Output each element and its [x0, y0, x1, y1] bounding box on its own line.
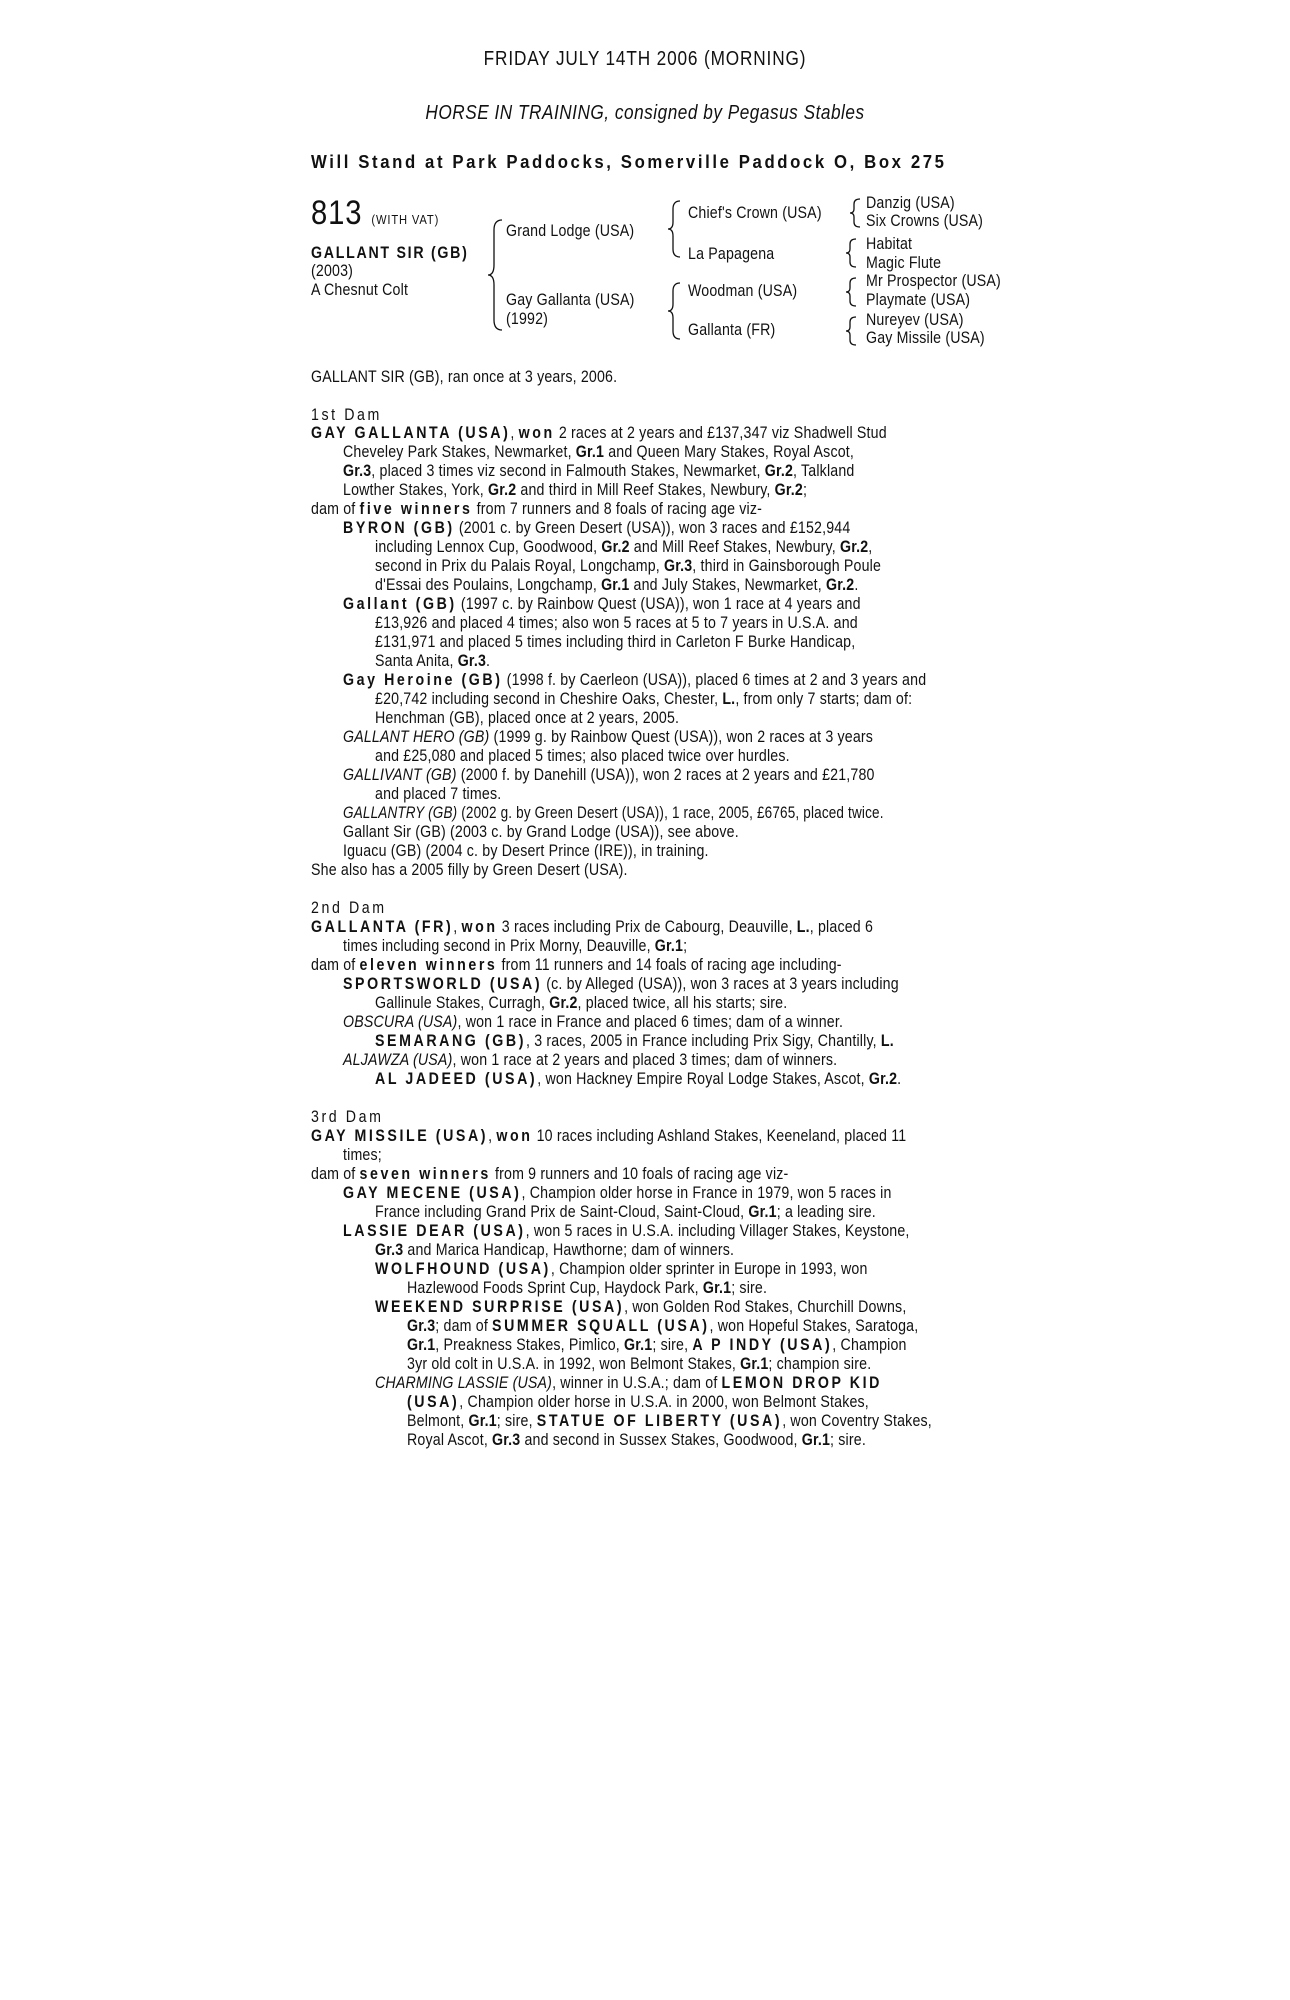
produce-gay-heroine-detail: Henchman (GB), placed once at 2 years, 2005. [375, 709, 680, 727]
stand-location: Will Stand at Park Paddocks, Somerville Paddock O, Box 275 [311, 152, 947, 172]
consignment-line: HORSE IN TRAINING, consigned by Pegasus Stables [425, 102, 865, 124]
pedigree-dam: Gay Gallanta (USA) [506, 291, 635, 309]
produce-gay-heroine [343, 671, 926, 690]
pedigree-dam-sire: Woodman (USA) [688, 282, 798, 300]
third-dam-line [311, 1127, 906, 1146]
produce-semarang [375, 1032, 894, 1051]
text-segment: L. [880, 1032, 894, 1050]
text-segment: eleven winners [359, 956, 498, 974]
lot-number [311, 195, 439, 238]
text-segment: (2001 c. by Green Desert (USA)), won 3 races and £152,944 [454, 519, 851, 537]
text-segment: from 7 runners and 8 foals of racing age viz- [472, 500, 763, 518]
produce-sportsworld-detail [375, 994, 787, 1013]
text-segment: and Queen Mary Stakes, Royal Ascot, [604, 443, 855, 461]
text-segment: Gr.1 [748, 1203, 777, 1221]
text-segment: Gr.3 [375, 1241, 404, 1259]
text-segment: dam of [311, 500, 360, 518]
text-segment: CHARMING LASSIE (USA) [375, 1374, 553, 1392]
produce-weekend-surprise-detail [407, 1317, 918, 1336]
text-segment: SEMARANG (GB) [375, 1032, 526, 1050]
pedigree-dds: Nureyev (USA) [866, 311, 964, 329]
produce-byron-detail [375, 576, 858, 595]
text-segment: 3yr old colt in U.S.A. in 1992, won Belmont Stakes, [407, 1355, 741, 1373]
text-segment: . [854, 576, 859, 594]
text-segment: , Champion [832, 1336, 907, 1354]
text-segment: Gr.1 [801, 1431, 831, 1449]
text-segment: ; sire. [830, 1431, 866, 1449]
third-dam-heading: 3rd Dam [311, 1108, 384, 1126]
text-segment: BYRON (GB) [343, 519, 455, 537]
produce-wolfhound-detail [407, 1279, 767, 1298]
pedigree-ssd: Six Crowns (USA) [866, 212, 984, 230]
produce-sportsworld [343, 975, 899, 994]
text-segment: Gr.2 [826, 576, 855, 594]
first-dam-line [311, 424, 887, 443]
produce-gay-mecene [343, 1184, 892, 1203]
text-segment: from 9 runners and 10 foals of racing age viz- [490, 1165, 789, 1183]
pedigree-dsd: Playmate (USA) [866, 291, 971, 309]
text-segment: times including second in Prix Morny, Deauville, [343, 937, 655, 955]
text-segment: and Marica Handicap, Hawthorne; dam of winners. [403, 1241, 735, 1259]
text-segment: , Champion older sprinter in Europe in 1993, won [550, 1260, 868, 1278]
text-segment: including Lennox Cup, Goodwood, [375, 538, 602, 556]
text-segment: d'Essai des Poulains, Longchamp, [375, 576, 602, 594]
text-segment: France including Grand Prix de Saint-Cloud, Saint-Cloud, [375, 1203, 749, 1221]
vat-note: (WITH VAT) [371, 212, 440, 227]
text-segment: , placed twice, all his starts; sire. [577, 994, 788, 1012]
first-dam-heading: 1st Dam [311, 406, 382, 424]
text-segment: ; sire, [496, 1412, 537, 1430]
produce-byron-detail [375, 538, 872, 557]
text-segment: Gr.2 [839, 538, 869, 556]
produce-gallant-sir: Gallant Sir (GB) (2003 c. by Grand Lodge (USA)), see above. [343, 823, 739, 841]
text-segment: ; dam of [435, 1317, 493, 1335]
text-segment: , [488, 1127, 497, 1145]
text-segment: STATUE OF LIBERTY (USA) [536, 1412, 783, 1430]
text-segment: , won 1 race at 2 years and placed 3 times; dam of winners. [452, 1051, 838, 1069]
text-segment: Gr.1 [624, 1336, 653, 1354]
text-segment: GALLANT HERO (GB) [343, 728, 490, 746]
pedigree-dam-year: (1992) [506, 310, 549, 328]
pedigree-main-brace [488, 218, 508, 333]
text-segment: and July Stakes, Newmarket, [629, 576, 827, 594]
text-segment: , placed 6 [809, 918, 874, 936]
text-segment: Santa Anita, [375, 652, 458, 670]
pedigree-sds: Habitat [866, 235, 913, 253]
text-segment: won [496, 1127, 533, 1145]
text-segment: (2002 g. by Green Desert (USA)), 1 race, 2005, £6765, placed twice. [457, 804, 884, 822]
text-segment: Gr.1 [468, 1412, 497, 1430]
text-segment: and second in Sussex Stakes, Goodwood, [520, 1431, 802, 1449]
text-segment: dam of [311, 956, 360, 974]
text-segment: ; champion sire. [768, 1355, 872, 1373]
first-dam-note: She also has a 2005 filly by Green Desert (USA). [311, 861, 628, 879]
text-segment: Royal Ascot, [407, 1431, 493, 1449]
first-dam-line [343, 462, 854, 481]
produce-lassie-dear-detail [375, 1241, 734, 1260]
brace-la-papagena [846, 238, 860, 268]
text-segment: LASSIE DEAR (USA) [343, 1222, 526, 1240]
produce-al-jadeed [375, 1070, 901, 1089]
text-segment: Gr.2 [549, 994, 578, 1012]
text-segment: Gr.2 [601, 538, 630, 556]
text-segment: (1997 c. by Rainbow Quest (USA)), won 1 race at 4 years and [456, 595, 861, 613]
text-segment: Cheveley Park Stakes, Newmarket, [343, 443, 576, 461]
text-segment: , [868, 538, 873, 556]
text-segment: SUMMER SQUALL (USA) [492, 1317, 710, 1335]
produce-aljawza [343, 1051, 837, 1070]
second-dam-line [343, 937, 687, 956]
text-segment: Gr.1 [654, 937, 684, 955]
text-segment: (1998 f. by Caerleon (USA)), placed 6 times at 2 and 3 years and [502, 671, 927, 689]
text-segment: and third in Mill Reef Stakes, Newbury, [516, 481, 775, 499]
text-segment: won [518, 424, 555, 442]
text-segment: . [897, 1070, 902, 1088]
produce-gay-heroine-detail [375, 690, 912, 709]
text-segment: , 3 races, 2005 in France including Prix Sigy, Chantilly, [525, 1032, 881, 1050]
text-segment: GALLANTA (FR) [311, 918, 454, 936]
text-segment: , won 5 races in U.S.A. including Villager Stakes, Keystone, [525, 1222, 910, 1240]
text-segment: second in Prix du Palais Royal, Longchamp, [375, 557, 664, 575]
text-segment: AL JADEED (USA) [375, 1070, 538, 1088]
produce-wolfhound [375, 1260, 868, 1279]
text-segment: , won Golden Rod Stakes, Churchill Downs, [624, 1298, 907, 1316]
second-dam-line [311, 918, 873, 937]
text-segment: Gallinule Stakes, Curragh, [375, 994, 550, 1012]
text-segment: (2000 f. by Danehill (USA)), won 2 races at 2 years and £21,780 [456, 766, 875, 784]
text-segment: . [486, 652, 491, 670]
text-segment: from 11 runners and 14 foals of racing age including- [497, 956, 842, 974]
produce-gallant-hero [343, 728, 873, 747]
text-segment: won [461, 918, 498, 936]
produce-gallant-detail: £13,926 and placed 4 times; also won 5 races at 5 to 7 years in U.S.A. and [375, 614, 858, 632]
text-segment: (1999 g. by Rainbow Quest (USA)), won 2 races at 3 years [489, 728, 874, 746]
text-segment: £20,742 including second in Cheshire Oaks, Chester, [375, 690, 723, 708]
produce-gallivant-detail: and placed 7 times. [375, 785, 502, 803]
text-segment: Gr.1 [740, 1355, 769, 1373]
text-segment: ; [683, 937, 688, 955]
third-dam-line: times; [343, 1146, 382, 1164]
brace-woodman [846, 277, 860, 307]
produce-gallant-detail [375, 652, 490, 671]
text-segment: ; sire. [731, 1279, 768, 1297]
text-segment: L. [796, 918, 810, 936]
pedigree-sss: Danzig (USA) [866, 194, 955, 212]
pedigree-sdd: Magic Flute [866, 254, 942, 272]
text-segment: WOLFHOUND (USA) [375, 1260, 551, 1278]
text-segment: dam of [311, 1165, 360, 1183]
text-segment: Gr.2 [868, 1070, 898, 1088]
text-segment: , won Coventry Stakes, [782, 1412, 932, 1430]
text-segment: Gallant (GB) [343, 595, 457, 613]
pedigree-ddd: Gay Missile (USA) [866, 329, 985, 347]
produce-charming-lassie-detail [407, 1393, 869, 1412]
text-segment: ; sire, [652, 1336, 693, 1354]
text-segment: ; [802, 481, 808, 499]
text-segment: (USA) [407, 1393, 460, 1411]
text-segment: , [510, 424, 519, 442]
text-segment: , Champion older horse in France in 1979, won 5 races in [521, 1184, 892, 1202]
text-segment: , placed 3 times viz second in Falmouth Stakes, Newmarket, [371, 462, 765, 480]
produce-lassie-dear [343, 1222, 910, 1241]
horse-name: GALLANT SIR (GB) [311, 244, 469, 262]
text-segment: OBSCURA (USA) [343, 1013, 458, 1031]
sale-date: FRIDAY JULY 14TH 2006 (MORNING) [483, 48, 807, 70]
produce-byron-detail [375, 557, 881, 576]
text-segment: Lowther Stakes, York, [343, 481, 488, 499]
pedigree-dss: Mr Prospector (USA) [866, 272, 1001, 290]
text-segment: Gr.2 [764, 462, 794, 480]
text-segment: , won 1 race in France and placed 6 times; dam of a winner. [457, 1013, 844, 1031]
text-segment: , Talkland [793, 462, 855, 480]
text-segment: Gr.1 [601, 576, 630, 594]
text-segment: GALLANTRY (GB) [343, 804, 458, 822]
third-dam-produce-intro [311, 1165, 788, 1184]
text-segment: and Mill Reef Stakes, Newbury, [629, 538, 840, 556]
first-dam-line [343, 443, 854, 462]
produce-gallant-detail: £131,971 and placed 5 times including third in Carleton F Burke Handicap, [375, 633, 856, 651]
race-summary: GALLANT SIR (GB), ran once at 3 years, 2006. [311, 368, 618, 386]
text-segment: Gr.3 [457, 652, 487, 670]
text-segment: A P INDY (USA) [692, 1336, 833, 1354]
text-segment: seven winners [359, 1165, 491, 1183]
text-segment: 2 races at 2 years and £137,347 viz Shadwell Stud [554, 424, 887, 442]
text-segment: Gr.1 [575, 443, 605, 461]
text-segment: GALLIVANT (GB) [343, 766, 457, 784]
text-segment: , [453, 918, 462, 936]
produce-gay-mecene-detail [375, 1203, 876, 1222]
text-segment: Hazlewood Foods Sprint Cup, Haydock Park, [407, 1279, 703, 1297]
text-segment: five winners [359, 500, 473, 518]
produce-weekend-surprise [375, 1298, 906, 1317]
text-segment: , Preakness Stakes, Pimlico, [435, 1336, 625, 1354]
text-segment: L. [722, 690, 736, 708]
text-segment: , from only 7 starts; dam of: [735, 690, 913, 708]
text-segment: , won Hackney Empire Royal Lodge Stakes, Ascot, [537, 1070, 869, 1088]
text-segment: Belmont, [407, 1412, 469, 1430]
text-segment: Gr.3 [343, 462, 372, 480]
text-segment: Gr.3 [663, 557, 693, 575]
produce-obscura [343, 1013, 843, 1032]
text-segment: (c. by Alleged (USA)), won 3 races at 3 years including [542, 975, 899, 993]
produce-gallant [343, 595, 861, 614]
first-dam-produce-intro [311, 500, 762, 519]
first-dam-line [343, 481, 807, 500]
produce-charming-lassie [375, 1374, 882, 1393]
pedigree-dam-dam: Gallanta (FR) [688, 321, 776, 339]
produce-gallant-hero-detail: and £25,080 and placed 5 times; also placed twice over hurdles. [375, 747, 790, 765]
second-dam-produce-intro [311, 956, 842, 975]
text-segment: Gay Heroine (GB) [343, 671, 503, 689]
brace-gallanta [846, 316, 860, 346]
text-segment: , winner in U.S.A.; dam of [552, 1374, 722, 1392]
text-segment: Gr.3 [407, 1317, 436, 1335]
text-segment: WEEKEND SURPRISE (USA) [375, 1298, 625, 1316]
text-segment: Gr.2 [487, 481, 517, 499]
text-segment: GAY MISSILE (USA) [311, 1127, 489, 1145]
lot-number-value: 813 [311, 194, 363, 232]
second-dam-heading: 2nd Dam [311, 899, 387, 917]
text-segment: Gr.3 [492, 1431, 521, 1449]
pedigree-sire: Grand Lodge (USA) [506, 222, 635, 240]
produce-iguacu: Iguacu (GB) (2004 c. by Desert Prince (IRE)), in training. [343, 842, 709, 860]
pedigree-sire-dam: La Papagena [688, 245, 775, 263]
pedigree-sire-sire: Chief's Crown (USA) [688, 204, 822, 222]
horse-description: A Chesnut Colt [311, 281, 409, 299]
text-segment: 3 races including Prix de Cabourg, Deauville, [497, 918, 797, 936]
text-segment: GAY GALLANTA (USA) [311, 424, 511, 442]
produce-byron [343, 519, 850, 538]
text-segment: ; a leading sire. [776, 1203, 876, 1221]
text-segment: ALJAWZA (USA) [343, 1051, 453, 1069]
text-segment: , Champion older horse in U.S.A. in 2000, won Belmont Stakes, [459, 1393, 869, 1411]
foaling-year: (2003) [311, 262, 354, 280]
produce-weekend-surprise-detail [407, 1355, 871, 1374]
text-segment: , third in Gainsborough Poule [692, 557, 882, 575]
text-segment: Gr.2 [774, 481, 803, 499]
produce-weekend-surprise-detail [407, 1336, 907, 1355]
text-segment: LEMON DROP KID [721, 1374, 882, 1392]
text-segment: GAY MECENE (USA) [343, 1184, 522, 1202]
dam-brace [668, 282, 684, 340]
brace-chiefs-crown [850, 198, 864, 228]
text-segment: 10 races including Ashland Stakes, Keeneland, placed 11 [532, 1127, 907, 1145]
sire-brace [668, 200, 684, 258]
text-segment: , won Hopeful Stakes, Saratoga, [709, 1317, 919, 1335]
produce-charming-lassie-detail [407, 1412, 932, 1431]
produce-gallantry [343, 804, 884, 823]
text-segment: SPORTSWORLD (USA) [343, 975, 543, 993]
produce-gallivant [343, 766, 875, 785]
text-segment: Gr.1 [702, 1279, 732, 1297]
text-segment: Gr.1 [407, 1336, 436, 1354]
produce-charming-lassie-detail [407, 1431, 866, 1450]
